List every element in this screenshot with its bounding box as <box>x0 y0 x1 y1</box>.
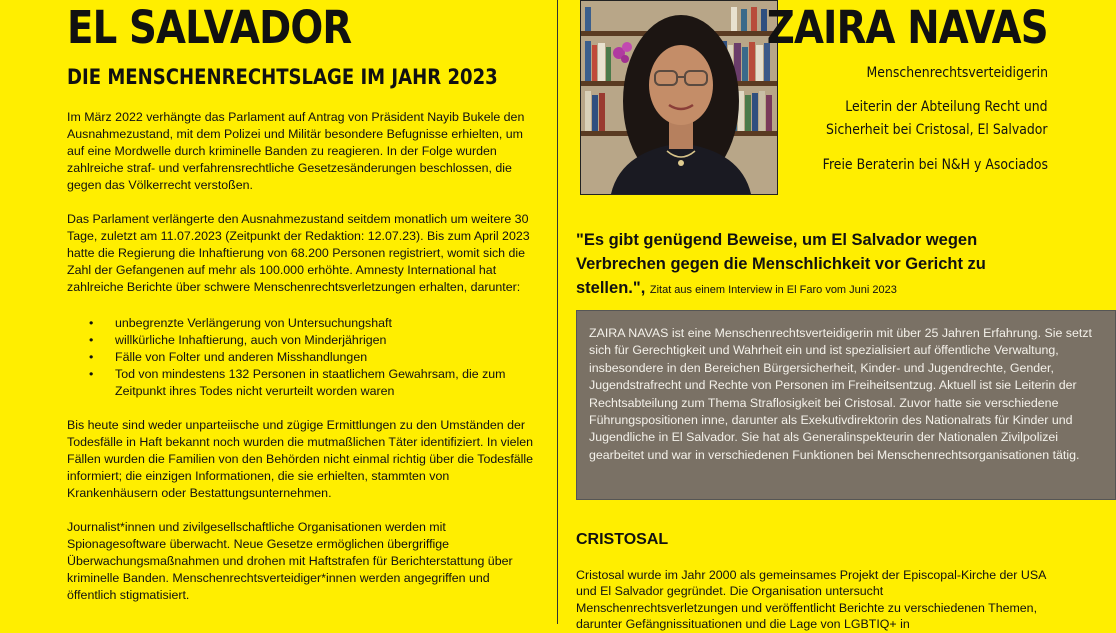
page-title: EL SALVADOR <box>67 1 352 54</box>
surveillance-paragraph: Journalist*innen und zivilgesellschaftliche Organisationen werden mit Spionagesoftware überwacht. Neue Gesetze ermöglichen übergriffige Überwachungsmaßnahmen und drohen mit Haftstrafen für Berichterstattung über kriminelle Banden. Menschenrechtsverteidiger*innen werden angegriffen und öffentlich stigmatisiert. <box>67 520 513 602</box>
page-subtitle: DIE MENSCHENRECHTSLAGE IM JAHR 2023 <box>67 65 498 89</box>
extension-paragraph: Das Parlament verlängerte den Ausnahmezustand seitdem monatlich um weitere 30 Tage, zuletzt am 11.07.2023 (Zeitpunkt der Redaktion: 12.07.23). Bis zum April 2023 hatte die Regierung die Inhaftierung von 68.200 Personen registriert, womit sich die Zahl der Gefangenen auf mehr als 100.000 erhöhte. Amnesty International hat zahlreiche Berichte über schwere Menschenrechtsverletzungen erhalten, darunter: <box>67 212 530 294</box>
bullet-icon: • <box>89 367 94 381</box>
role-consultant: Freie Beraterin bei N&H y Asociados <box>822 157 1048 173</box>
bullet-icon: • <box>89 333 94 347</box>
list-item: • Fälle von Folter und anderen Misshandlungen <box>89 350 368 364</box>
list-item: • Tod von mindestens 132 Personen in staatlichem Gewahrsam, die zum Zeitpunkt ihres Todes nicht verurteilt worden waren <box>89 367 506 398</box>
cristosal-heading: CRISTOSAL <box>576 531 669 548</box>
column-divider <box>557 0 558 624</box>
portrait-photo <box>580 0 778 195</box>
investigation-paragraph: Bis heute sind weder unparteiische und zügige Ermittlungen zu den Umständen der Todesfälle in Haft bekannt noch wurden die mutmaßlichen Täter identifiziert. In vielen Fällen wurden die Familien von den Behörden nicht einmal richtig über die Todesfälle informiert; die einzigen Informationen, die sie erhielten, stammten von Krankenhäusern oder Bestattungsunternehmen. <box>67 418 534 500</box>
quote-citation: Zitat aus einem Interview in El Faro vom Juni 2023 <box>649 284 897 296</box>
pull-quote: "Es gibt genügend Beweise, um El Salvador wegen Verbrechen gegen die Menschlichkeit vor Gericht zu stellen.", Zitat aus einem Interview in El Faro vom Juni 2023 <box>576 231 986 297</box>
bullet-icon: • <box>89 350 94 364</box>
bio-text: ZAIRA NAVAS ist eine Menschenrechtsverteidigerin mit über 25 Jahren Erfahrung. Sie setzt sich für Gerechtigkeit und Wahrheit ein und ist spezialisiert auf öffentliche Verwaltung, insbesondere in den Bereichen Bürgersicherheit, Kinder- und Jugendrechte, Gender, Jugendstrafrecht und Rechte von Personen im Freiheitsentzug. Aktuell ist sie Leiterin der Rechtsabteilung zum Thema Straflosigkeit bei Cristosal. Zuvor hatte sie verschiedene Führungspositionen inne, darunter als Exekutivdirektorin des Nationalrats für Kinder und Jugendliche in El Salvador. Sie hat als Generalinspekteurin der Nationalen Zivilpolizei gearbeitet und war in verschiedenen Funktionen bei Menschenrechtsorganisationen tätig. <box>589 326 1092 462</box>
person-name: ZAIRA NAVAS <box>766 1 1048 54</box>
violations-list <box>67 315 539 400</box>
bio-box <box>576 310 1116 500</box>
role-cristosal: Leiterin der Abteilung Recht und Sicherheit bei Cristosal, El Salvador <box>826 99 1048 138</box>
list-item: • unbegrenzte Verlängerung von Untersuchungshaft <box>89 316 392 330</box>
intro-paragraph: Im März 2022 verhängte das Parlament auf Antrag von Präsident Nayib Bukele den Ausnahmezustand, mit dem Polizei und Militär besondere Befugnisse erhielten, um auf eine Mordwelle durch kriminelle Banden zu reagieren. In der Folge wurden zahlreiche straf- und verfahrensrechtliche Gesetzesänderungen beschlossen, die gegen das Völkerrecht verstoßen. <box>67 110 525 192</box>
list-item: • willkürliche Inhaftierung, auch von Minderjährigen <box>89 333 387 347</box>
portrait-image-icon <box>581 1 777 194</box>
bullet-icon: • <box>89 316 94 330</box>
role-human-rights-defender: Menschenrechtsverteidigerin <box>866 65 1048 81</box>
quote-text: "Es gibt genügend Beweise, um El Salvador wegen Verbrechen gegen die Menschlichkeit vor Gericht zu stellen." <box>576 231 986 297</box>
cristosal-paragraph: Cristosal wurde im Jahr 2000 als gemeinsames Projekt der Episcopal-Kirche der USA und El Salvador gegründet. Die Organisation untersucht Menschenrechtsverletzungen und veröffentlicht Berichte zu verschiedenen Themen, darunter Gefängnissituationen und die Lage von LGBTIQ+ in <box>576 568 1046 632</box>
